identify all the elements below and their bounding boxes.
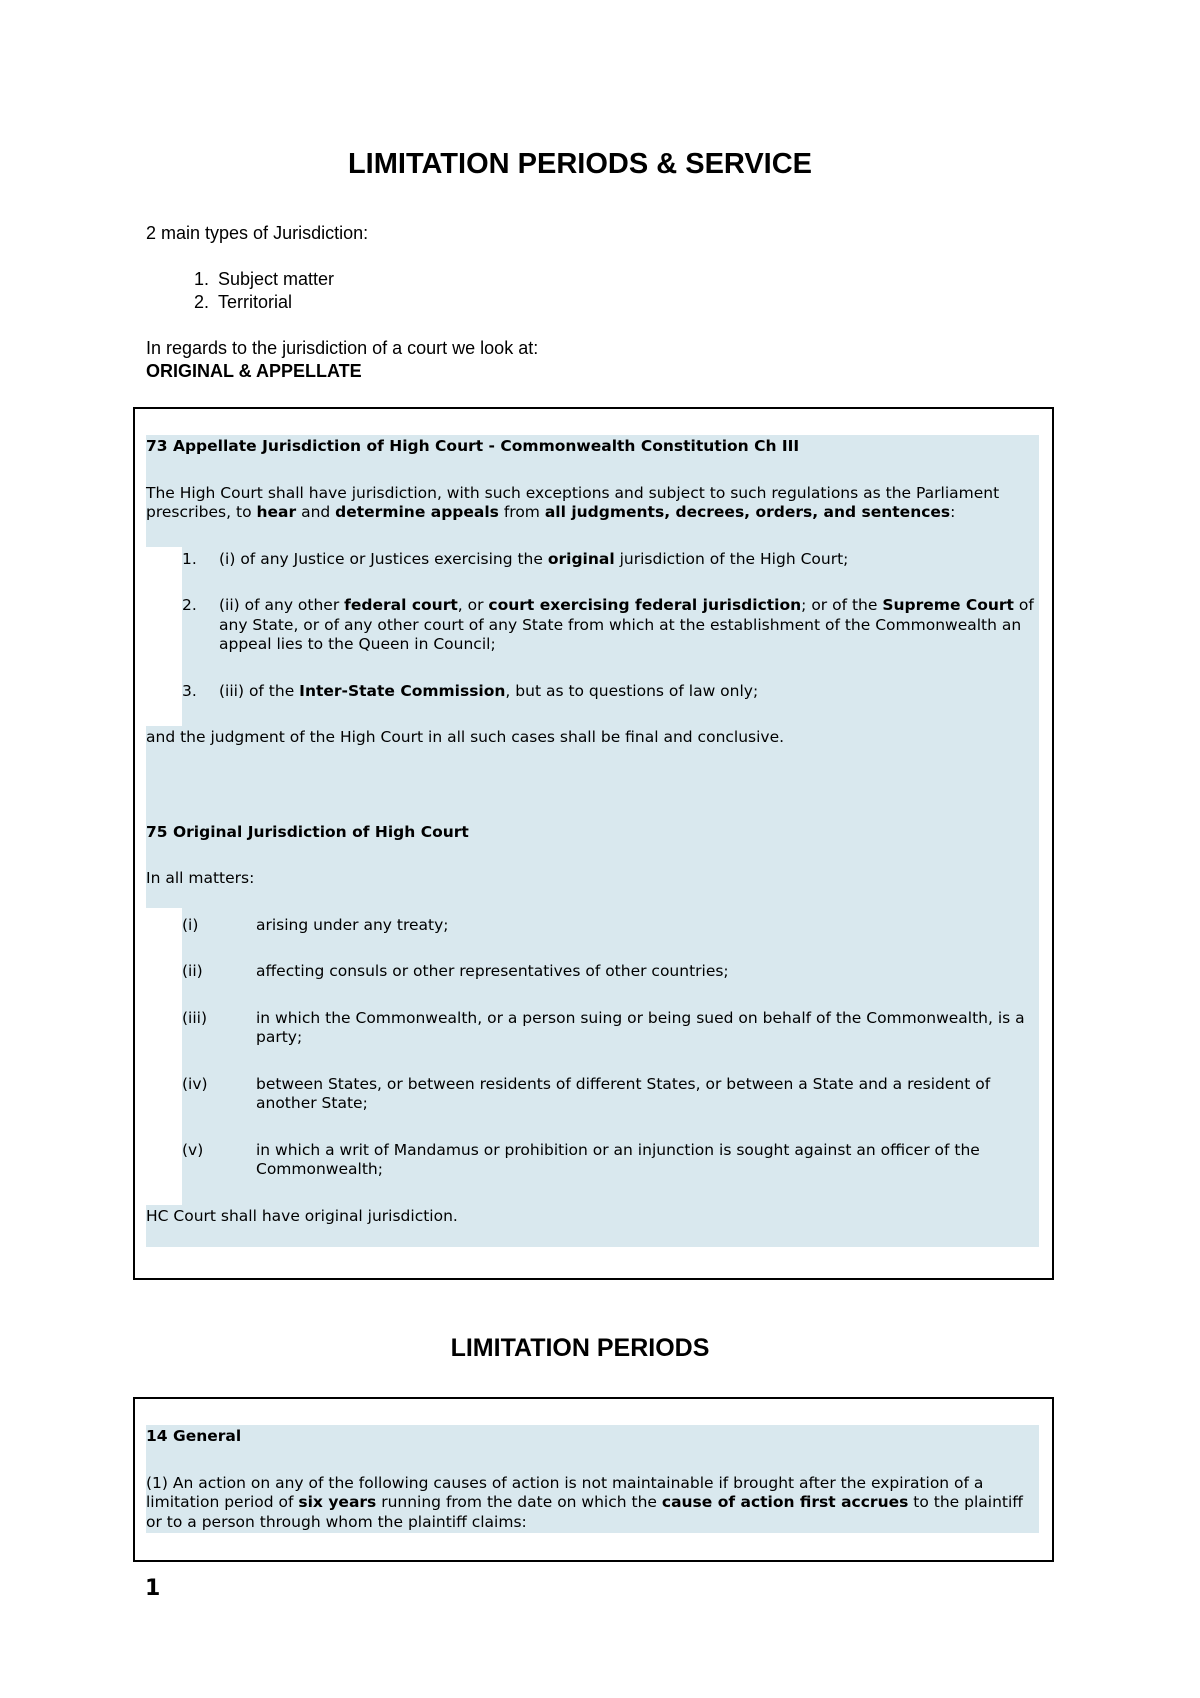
section-73-heading: 73 Appellate Jurisdiction of High Court - Commonwealth Constitution Ch III — [146, 437, 800, 455]
section-73-closing: and the judgment of the High Court in all such cases shall be final and conclusive. — [146, 728, 785, 746]
list-item: (i) arising under any treaty; — [182, 915, 449, 934]
list-item — [146, 268, 746, 291]
section-75-closing: HC Court shall have original jurisdiction. — [146, 1206, 458, 1225]
list-item: (iii) in which the Commonwealth, or a person suing or being sued on behalf of the Commonwealth, is a party; — [182, 1008, 1025, 1046]
list-item: 2. (ii) of any other federal court, or court exercising federal jurisdiction; or of the Supreme Court of any State, or of any other court of any State from which at the establishment of the Commonwealth an appeal lies to the Queen in Council; — [182, 596, 1034, 653]
regards-bold-text: ORIGINAL & APPELLATE — [146, 361, 362, 381]
section-title-limitation: LIMITATION PERIODS — [450, 1334, 710, 1362]
section-14-shaded — [146, 1425, 1039, 1533]
limitation-box — [133, 1397, 1054, 1562]
list-label: Subject matter — [218, 269, 335, 289]
section-73-75-shaded — [146, 435, 1039, 1247]
list-number: 1. — [194, 269, 210, 289]
list-label: Territorial — [218, 292, 293, 312]
list-number: 2. — [194, 292, 210, 312]
list-item: 3. (iii) of the Inter-State Commission, but as to questions of law only; — [182, 681, 759, 700]
regards-text: In regards to the jurisdiction of a court we look at: — [146, 338, 539, 358]
jurisdiction-types-list — [146, 268, 746, 314]
constitution-box — [133, 407, 1054, 1280]
section-75-heading: 75 Original Jurisdiction of High Court — [146, 822, 469, 841]
list-item: 1. (i) of any Justice or Justices exercising the original jurisdiction of the High Court; — [182, 549, 849, 568]
list-item: (ii) affecting consuls or other representatives of other countries; — [182, 962, 729, 980]
section-14-text: (1) An action on any of the following causes of action is not maintainable if brought after the expiration of a limitation period of six years running from the date on which the cause of action first accrues to the plaintiff or to a person through whom the plaintiff claims: — [146, 1473, 1023, 1531]
section-14-heading: 14 General — [146, 1427, 242, 1445]
list-item: (iv) between States, or between residents of different States, or between a State and a resident of another State; — [182, 1074, 991, 1112]
section-73-intro: The High Court shall have jurisdiction, with such exceptions and subject to such regulations as the Parliament prescribes, to hear and determine appeals from all judgments, decrees, orders, and sentences: — [146, 483, 1000, 521]
list-item: (v) in which a writ of Mandamus or prohibition or an injunction is sought against an officer of the Commonwealth; — [182, 1140, 980, 1178]
intro-text: 2 main types of Jurisdiction: — [146, 223, 369, 243]
section-75-intro: In all matters: — [146, 869, 255, 887]
list-item — [146, 291, 746, 314]
page-title: LIMITATION PERIODS & SERVICE — [347, 148, 813, 180]
page-number: 1 — [145, 1576, 161, 1601]
